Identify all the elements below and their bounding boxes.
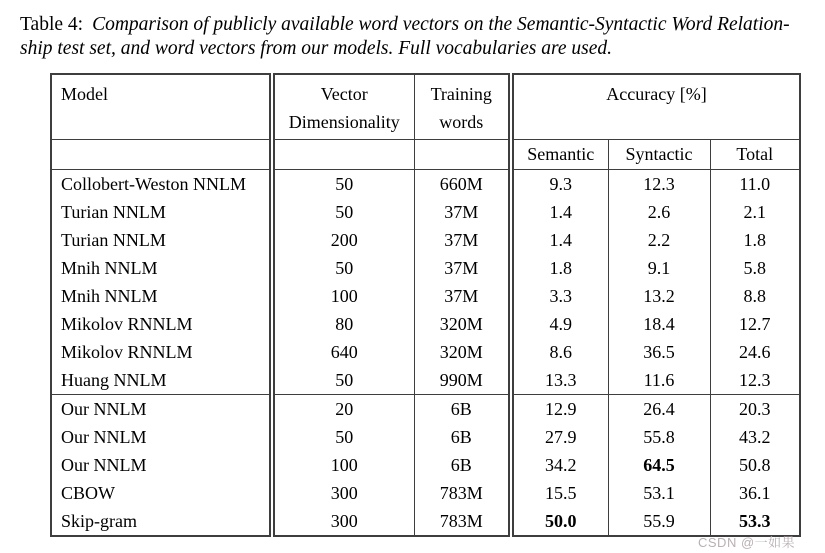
cell-model: Collobert-Weston NNLM [51, 170, 272, 199]
header-row-sub [51, 140, 800, 170]
cell-dimensionality: 80 [272, 310, 414, 338]
cell-syntactic: 2.6 [608, 198, 710, 226]
cell-syntactic: 64.5 [608, 451, 710, 479]
header-row-top [51, 74, 800, 140]
cell-dimensionality: 640 [272, 338, 414, 366]
column-header-accuracy: Accuracy [%] [511, 74, 800, 140]
column-header-model: Model [51, 74, 272, 140]
cell-training-words: 320M [414, 310, 511, 338]
caption-text-line-2: ship test set, and word vectors from our models. Full vocabularies are used. [20, 38, 612, 59]
cell-dimensionality: 50 [272, 423, 414, 451]
csdn-watermark: CSDN @一如果 [698, 535, 796, 550]
cell-total: 1.8 [743, 229, 766, 250]
table-row [51, 366, 800, 395]
table-caption [20, 13, 816, 61]
cell-training-words: 660M [414, 170, 511, 199]
cell-semantic: 3.3 [511, 282, 608, 310]
cell-model: Turian NNLM [51, 198, 272, 226]
caption-text-line-1: Comparison of publicly available word vectors on the Semantic-Syntactic Word Relation- [92, 14, 790, 35]
empty-header-cell [272, 140, 414, 170]
cell-training-words: 37M [414, 198, 511, 226]
cell-training-words: 37M [414, 226, 511, 254]
cell-syntactic: 9.1 [608, 254, 710, 282]
table-row [51, 310, 800, 338]
cell-model: Our NNLM [51, 395, 272, 424]
cell-dimensionality: 20 [272, 395, 414, 424]
cell-semantic: 50.0 [511, 507, 608, 536]
cell-total: 24.6 [739, 341, 771, 362]
column-header-vector-dimensionality: Vector Dimensionality [272, 74, 414, 140]
cell-semantic: 15.5 [511, 479, 608, 507]
table-row [51, 226, 800, 254]
cell-total: 12.3 [739, 369, 771, 390]
cell-model: Huang NNLM [51, 366, 272, 395]
results-table-container [50, 73, 801, 537]
cell-model: Turian NNLM [51, 226, 272, 254]
cell-total: 12.7 [739, 313, 771, 334]
cell-model: Skip-gram [51, 507, 272, 536]
column-header-total: Total [710, 140, 800, 170]
cell-total: 53.3 [739, 510, 771, 531]
cell-model: Mnih NNLM [51, 282, 272, 310]
cell-syntactic: 26.4 [608, 395, 710, 424]
cell-model: Mikolov RNNLM [51, 310, 272, 338]
cell-semantic: 9.3 [511, 170, 608, 199]
cell-syntactic: 13.2 [608, 282, 710, 310]
table-row [51, 507, 800, 536]
column-header-syntactic: Syntactic [608, 140, 710, 170]
cell-training-words: 6B [414, 395, 511, 424]
table-row [51, 338, 800, 366]
cell-semantic: 12.9 [511, 395, 608, 424]
cell-total: 50.8 [739, 454, 771, 475]
table-row [51, 479, 800, 507]
empty-header-cell [51, 140, 272, 170]
caption-label: Table 4: [20, 14, 84, 35]
cell-syntactic: 53.1 [608, 479, 710, 507]
column-header-semantic: Semantic [511, 140, 608, 170]
cell-semantic: 13.3 [511, 366, 608, 395]
table-row [51, 423, 800, 451]
cell-dimensionality: 300 [272, 507, 414, 536]
table-row [51, 282, 800, 310]
cell-total: 11.0 [739, 173, 771, 194]
cell-dimensionality: 50 [272, 366, 414, 395]
cell-total: 8.8 [743, 285, 766, 306]
cell-training-words: 990M [414, 366, 511, 395]
cell-total: 36.1 [739, 482, 771, 503]
table-row [51, 254, 800, 282]
cell-training-words: 783M [414, 479, 511, 507]
cell-dimensionality: 200 [272, 226, 414, 254]
table-row [51, 170, 800, 199]
column-header-training-words: Training words [414, 74, 511, 140]
cell-training-words: 320M [414, 338, 511, 366]
cell-dimensionality: 50 [272, 254, 414, 282]
cell-syntactic: 55.9 [608, 507, 710, 536]
cell-dimensionality: 100 [272, 451, 414, 479]
cell-syntactic: 18.4 [608, 310, 710, 338]
cell-semantic: 1.8 [511, 254, 608, 282]
cell-model: Mnih NNLM [51, 254, 272, 282]
cell-semantic: 8.6 [511, 338, 608, 366]
table-row [51, 198, 800, 226]
cell-training-words: 37M [414, 254, 511, 282]
cell-training-words: 783M [414, 507, 511, 536]
cell-syntactic: 36.5 [608, 338, 710, 366]
cell-syntactic: 55.8 [608, 423, 710, 451]
cell-total: 2.1 [743, 201, 766, 222]
cell-training-words: 6B [414, 423, 511, 451]
caption-line-1 [20, 13, 816, 37]
cell-dimensionality: 100 [272, 282, 414, 310]
cell-syntactic: 2.2 [608, 226, 710, 254]
cell-total: 43.2 [739, 426, 771, 447]
cell-dimensionality: 50 [272, 170, 414, 199]
cell-model: CBOW [51, 479, 272, 507]
cell-dimensionality: 50 [272, 198, 414, 226]
results-table [50, 73, 801, 537]
cell-syntactic: 11.6 [608, 366, 710, 395]
cell-total: 20.3 [710, 395, 800, 424]
cell-semantic: 4.9 [511, 310, 608, 338]
table-row [51, 451, 800, 479]
cell-model: Our NNLM [51, 451, 272, 479]
empty-header-cell [414, 140, 511, 170]
table-row [51, 395, 800, 424]
cell-model: Mikolov RNNLM [51, 338, 272, 366]
cell-training-words: 37M [414, 282, 511, 310]
cell-semantic: 34.2 [511, 451, 608, 479]
cell-model: Our NNLM [51, 423, 272, 451]
cell-syntactic: 12.3 [608, 170, 710, 199]
cell-semantic: 27.9 [511, 423, 608, 451]
cell-total: 5.8 [743, 257, 766, 278]
cell-training-words: 6B [414, 451, 511, 479]
cell-semantic: 1.4 [511, 226, 608, 254]
cell-semantic: 1.4 [511, 198, 608, 226]
cell-dimensionality: 300 [272, 479, 414, 507]
